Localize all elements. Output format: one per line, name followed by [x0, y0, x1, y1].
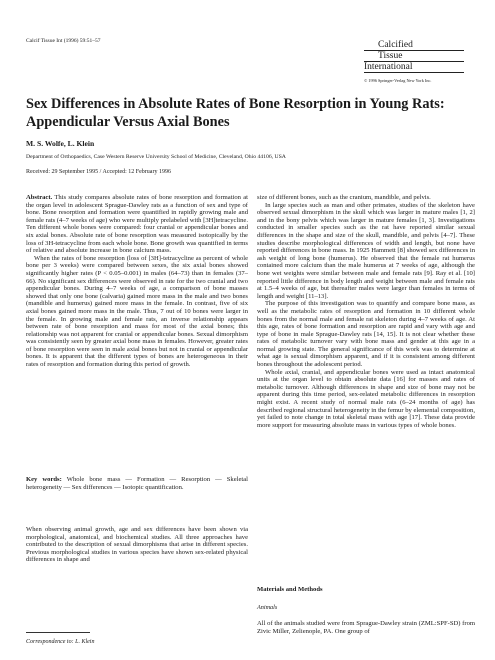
copyright-notice: © 1996 Springer-Verlag New York Inc.: [364, 78, 432, 83]
intro-paragraph: When observing animal growth, age and sex differences have been shown via morphological, anatomical, and biochemical studies. All three approaches have contributed to the description of sexual dimorphisms that arise in different species. Previous morphological studies in various species have shown sex-related physical differences in shape and: [26, 526, 248, 564]
methods-paragraph: All of the animals studied were from Sprague-Dawley strain (ZML:SPF-SD) from Zivic Miller, Zelienople, PA. One group of: [257, 620, 475, 635]
abstract-label: Abstract.: [26, 194, 53, 201]
abstract-paragraph-1: [26, 194, 248, 255]
article-title: Sex Differences in Absolute Rates of Bone Resorption in Young Rats: Appendicular Versus Axial Bones: [26, 96, 445, 130]
right-paragraph-3: The purpose of this investigation was to quantify and compare bone mass, as well as the metabolic rates of resorption and formation in 10 different whole bones from the normal male and female rat skeleton during 4–7 weeks of age. At this age, rates of bone formation and resorption are rapid and vary with age and type of bone in male Sprague-Dawley rats [14, 15]. It is not clear whether these rates of metabolic turnover vary with bone mass and gender at this age in a normal growing state. The general significance of this work was to determine at what age is sexual dimorphism apparent, and if it is consistent among different bones throughout the adolescent period.: [257, 300, 475, 369]
journal-citation: Calcif Tissue Int (1996) 59:51–57: [26, 38, 101, 44]
correspondence-footnote: [26, 639, 94, 645]
footnote-rule: [26, 632, 90, 633]
abstract-paragraph-2: When the rates of bone resorption (loss of [3H]-tetracycline as percent of whole bone per 3 weeks) were compared between sexes, the six axial bones showed significantly higher rates (P < 0.05–0.001) in males (64–73) than in females (37–66). No significant sex differences were observed in rate for the two cranial and two appendicular bones. During 4–7 weeks of age, a comparison of bone masses showed that only one bone (calvaria) gained more mass in the male and two bones (mandible and humerus) gained more mass in the female. In contrast, five of six axial bones gained more mass in the male. Thus, 7 out of 10 bones were larger in the female. In growing male and female rats, an inverse relationship appears between rate of bone resorption and mass for most of the axial bones; this relationship was not apparent for cranial or appendicular bones. Sexual dimorphism was consistently seen by greater axial bone mass in females. However, greater rates of bone resorption were seen in male axial bones but not in cranial or appendicular bones. It is apparent that the different types of bones are heterogeneous in their rates of resorption and formation during this period of growth.: [26, 254, 248, 369]
abstract-text-1: This study compares absolute rates of bone resorption and formation at the organ level in adolescent Sprague-Dawley rats as a function of sex and type of bone. Bone resorption and formation were quantified in rapidly growing male and female rats (4–7 weeks of age) who were multiply prelabeled with [3H]tetracycline. Ten different whole bones were compared: four cranial or appendicular bones and six axial bones. Absolute rate of bone resorption was measured isotopically by the loss of 3H-tetracycline from each whole bone. Bone growth was quantified in terms of relative and absolute increase in bone calcium mass.: [26, 194, 248, 255]
introduction-right: [257, 194, 475, 574]
section-heading-methods: Materials and Methods: [257, 586, 323, 593]
author-affiliation: Department of Orthopaedics, Case Western Reserve University School of Medicine, Cleveland, Ohio 44106, USA: [26, 154, 286, 160]
right-paragraph-1: size of different bones, such as the cranium, mandible, and pelvis.: [257, 194, 431, 201]
introduction-left: [26, 526, 248, 608]
journal-logo: [364, 40, 464, 73]
received-dates: Received: 29 September 1995 / Accepted: 12 February 1996: [26, 169, 171, 175]
footnote-text: Correspondence to: L. Klein: [26, 639, 95, 645]
keywords-text: Whole bone mass — Formation — Resorption — Skeletal heterogeneity — Sex differences — Isotopic quantification.: [26, 476, 249, 491]
journal-logo-line3: International: [364, 62, 464, 73]
keywords: [26, 476, 248, 491]
article-authors: M. S. Wolfe, L. Klein: [26, 139, 95, 148]
subsection-heading-animals: Animals: [257, 604, 278, 611]
journal-logo-line2: Tissue: [364, 51, 464, 62]
methods-text: [257, 620, 475, 636]
keywords-label: Key words:: [26, 476, 62, 483]
journal-logo-line1: Calcified: [364, 40, 464, 51]
right-paragraph-2: In large species such as man and other primates, studies of the skeleton have observed sexual dimorphism in the skull which was larger in mature males [1, 2] and in the bony pelvis which was larger in mature females [1, 3]. Investigations conducted in smaller species such as the rat have reported similar sexual differences in the shape and size of the skull, mandible, and pelvis [4–7]. These studies describe morphological differences of width and length, but none have reported differences in bone mass. In 1925 Hammett [8] showed sex differences in ash weight of long bone (humerus). He observed that the female rat humerus contained more calcium than the male humerus at 7 weeks of age, although the bone wet weights were similar between male and female rats [9]. Ray et al. [10] reported little difference in body length and weight between male and female rats at 1.5–4 weeks of age, but thereafter males were larger than females in terms of length and weight [11–13].: [257, 201, 475, 300]
abstract: [26, 194, 248, 464]
right-paragraph-4: Whole axial, cranial, and appendicular bones were used as intact anatomical units at the organ level to obtain absolute data [16] for masses and rates of metabolic turnover. Although differences in shape and size of bone may not be apparent during this time period, sex-related metabolic differences in resorption might exist. A recent study of normal male rats (6–24 months of age) has described regional structural heterogeneity in the femur by elemental composition, yet failed to note change in total skeletal mass with age [17]. These data provide more support for measuring absolute mass in various types of whole bones.: [257, 368, 475, 429]
